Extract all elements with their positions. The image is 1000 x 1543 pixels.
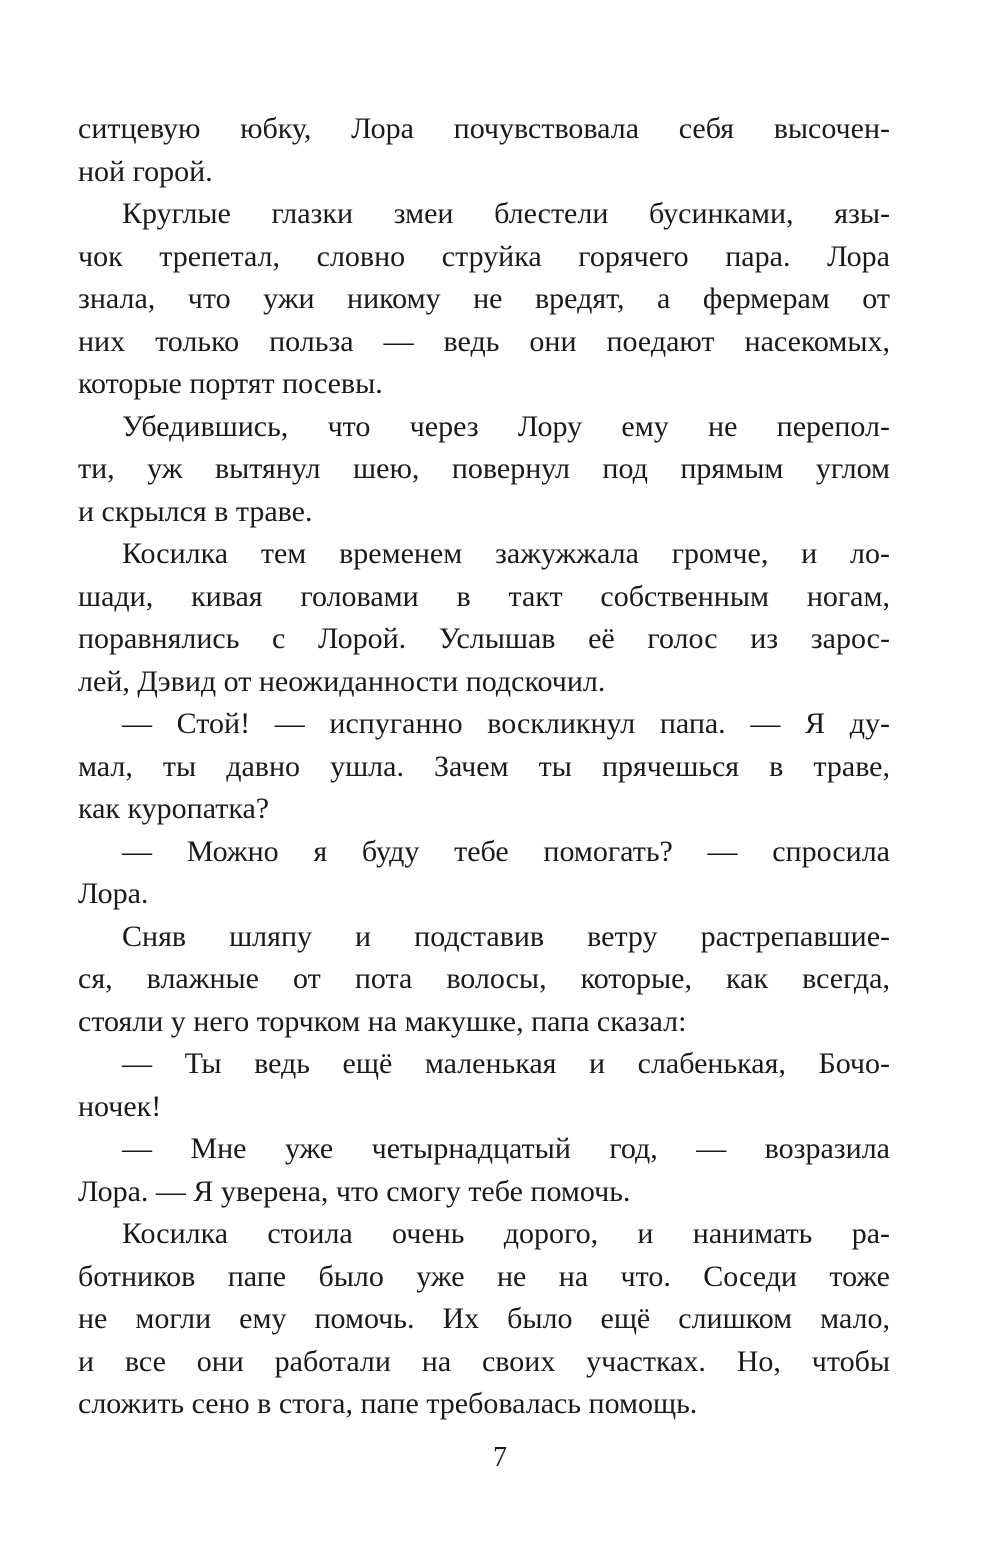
text-line: Косилка стоила очень дорого, и нанимать ра-	[122, 1217, 890, 1250]
text-line: — Можно я буду тебе помогать? — спросила	[122, 834, 890, 868]
text-line: них только польза — ведь они поедают насекомых,	[78, 324, 890, 358]
text-line: лей, Дэвид от неожиданности подскочил.	[78, 664, 606, 698]
text-line: Убедившись, что через Лору ему не перепол-	[122, 409, 890, 443]
text-line: — Мне уже четырнадцатый год, — возразила	[122, 1132, 890, 1165]
text-line: знала, что ужи никому не вредят, а фермерам от	[78, 282, 890, 315]
text-line: Лора.	[78, 877, 149, 910]
text-line: Косилка тем временем зажужжала громче, и ло-	[122, 537, 890, 570]
text-line: и скрылся в траве.	[78, 494, 313, 528]
text-line: мал, ты давно ушла. Зачем ты прячешься в траве,	[78, 749, 890, 783]
text-line: ботников папе было уже не на что. Соседи тоже	[78, 1259, 890, 1293]
text-line: как куропатка?	[78, 792, 270, 825]
text-line: стояли у него торчком на макушке, папа сказал:	[78, 1004, 687, 1038]
text-line: чок трепетал, словно струйка горячего пара. Лора	[78, 239, 890, 273]
text-line: которые портят посевы.	[78, 367, 383, 400]
text-line: поравнялись с Лорой. Услышав её голос из зарос-	[78, 622, 890, 655]
text-line: — Стой! — испуганно воскликнул папа. — Я ду-	[122, 707, 890, 740]
page-text	[78, 108, 890, 1426]
text-line: ночек!	[78, 1089, 162, 1123]
text-line: ситцевую юбку, Лора почувствовала себя высочен-	[78, 112, 890, 145]
text-line: Лора. — Я уверена, что смогу тебе помочь.	[78, 1174, 631, 1208]
text-line: ной горой.	[78, 154, 213, 188]
text-line: Круглые глазки змеи блестели бусинками, язы-	[122, 197, 890, 230]
text-line: ти, уж вытянул шею, повернул под прямым углом	[78, 452, 890, 485]
text-line: и все они работали на своих участках. Но, чтобы	[78, 1344, 890, 1378]
text-line: не могли ему помочь. Их было ещё слишком мало,	[78, 1302, 890, 1335]
text-line: сложить сено в стога, папе требовалась помощь.	[78, 1387, 698, 1420]
text-line: Сняв шляпу и подставив ветру растрепавшие-	[122, 919, 890, 953]
page-number: 7	[493, 1442, 507, 1473]
text-line: ся, влажные от пота волосы, которые, как всегда,	[78, 962, 890, 995]
text-line: — Ты ведь ещё маленькая и слабенькая, Бочо-	[122, 1047, 890, 1080]
text-line: шади, кивая головами в такт собственным ногам,	[78, 579, 890, 613]
